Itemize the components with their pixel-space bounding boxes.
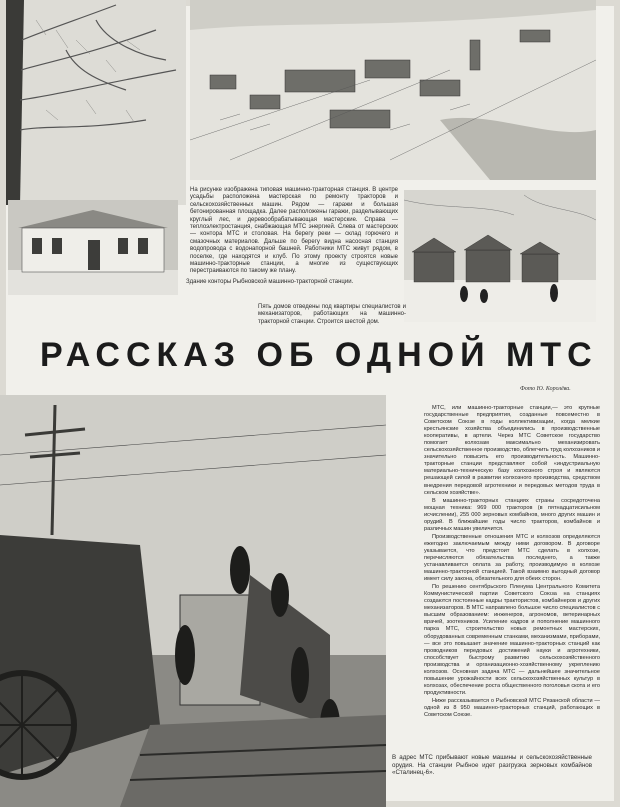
drawing-caption: На рисунке изображена типовая машинно-тракторная станция. В центре усадьбы расположена мастерская по ремонту тракторов и сельскохозяйственных машин. Рядом — гаражи и большая бетонированная площадка. Далее расположены гаражи, разделывающих круглый лес, и деревообрабатывающая мастерские. Справа — теплоэлектростанция, снабжающая МТС энергией. Слева от мастерских — контора МТС и столовая. На берегу реки — склад горючего и смазочных материалов. Дальше по берегу видна насосная станция водопровода с водонапорной башней. Работники МТС живут рядом, в поселке, где находятся и клуб. По этому проекту строятся новые машинно-тракторные станции, а многие из существующих перестраиваются по такому же плану. <box>190 187 398 275</box>
mts-office-photo <box>8 200 178 295</box>
article-paragraph: Производственные отношения МТС и колхозов определяются ежегодно заключаемым между ними договором. В договоре указывается, что предстоит МТС сделать в колхозе, перечисляются обязательства последнего, а также устанавливается оплата за работу, производимую в колхозе машинно-тракторной станцией. Такой взаимно выгодный договор имеет силу закона, обязательного для обеих сторон. <box>424 533 600 583</box>
combine-unloading-photo <box>0 395 386 807</box>
article-paragraph: Ниже рассказывается о Рыбновской МТС Рязанской области — одной из 8 950 машинно-тракторных станций, работающих в Советском Союзе. <box>424 697 600 719</box>
combine-caption: В адрес МТС прибывают новые машины и сельскохозяйственные орудия. На станции Рыбное идет разгрузка зерновых комбайнов «Сталинец-6». <box>392 754 592 777</box>
mts-drawing <box>190 0 596 180</box>
housing-caption: Пять домов отведены под квартиры специалистов и механизаторов, работающих на машинно-тракторной станции. Строится шестой дом. <box>258 304 406 325</box>
office-caption: Здание конторы Рыбновской машинно-тракторной станции. <box>186 279 354 285</box>
housing-photo <box>404 190 596 322</box>
article-headline: РАССКАЗ ОБ ОДНОЙ МТС <box>40 336 598 374</box>
article-paragraph: По решению сентябрьского Пленума Центрального Комитета Коммунистической партии Советского Союза на станциях создаются постоянные кадры трактористов, комбайнеров и других механизаторов. В МТС направлено большое число специалистов с высшим образованием: инженеров, агрономов, ветеринарных врачей, зоотехников. Усиление кадров и пополнение машинного парка МТС, строительство новых ремонтных мастерских, оборудованных современным станками, механизмами, приборами,— все это повышает значение машинно-тракторных станций как проводников передовых достижений науки и агротехники, способствует быстрому развитию сельскохозяйственного производства и организационно-хозяйственному укреплению колхозов. Основная задача МТС — дальнейшее значительное повышение урожайности всех сельскохозяйственных культур в колхозах, обеспечение роста общественного поголовья скота и его продуктивности. <box>424 584 600 696</box>
photo-credit: Фото Ю. Королёва. <box>520 386 571 392</box>
article-body <box>424 405 600 720</box>
winter-tree-photo <box>6 0 186 205</box>
article-paragraph: МТС, или машинно-тракторные станции,— это крупные государственные предприятия, созданные повсеместно в Советском Союзе в годы коллективизации, когда мелкие крестьянские хозяйства объединились в производственные кооперативы, в артели. Через МТС Советское государство помогает колхозам максимально механизировать сельскохозяйственное производство, облегчить труд колхозников и значительно повысить его производительность. Машинно-тракторные станции представляют собой «индустриальную материально-техническую базу колхозного строя и являются решающей силой в развитии колхозного производства, средством внедрения передовой агротехники и передовых методов труда в сельском хозяйстве». <box>424 405 600 496</box>
article-paragraph: В машинно-тракторных станциях страны сосредоточена мощная техника: 969 000 тракторов (в пятнадцатисильном исчислении), 255 000 зерновых комбайнов, много других машин и орудий. В ближайшие годы число тракторов, комбайнов и различных машин увеличится. <box>424 497 600 532</box>
